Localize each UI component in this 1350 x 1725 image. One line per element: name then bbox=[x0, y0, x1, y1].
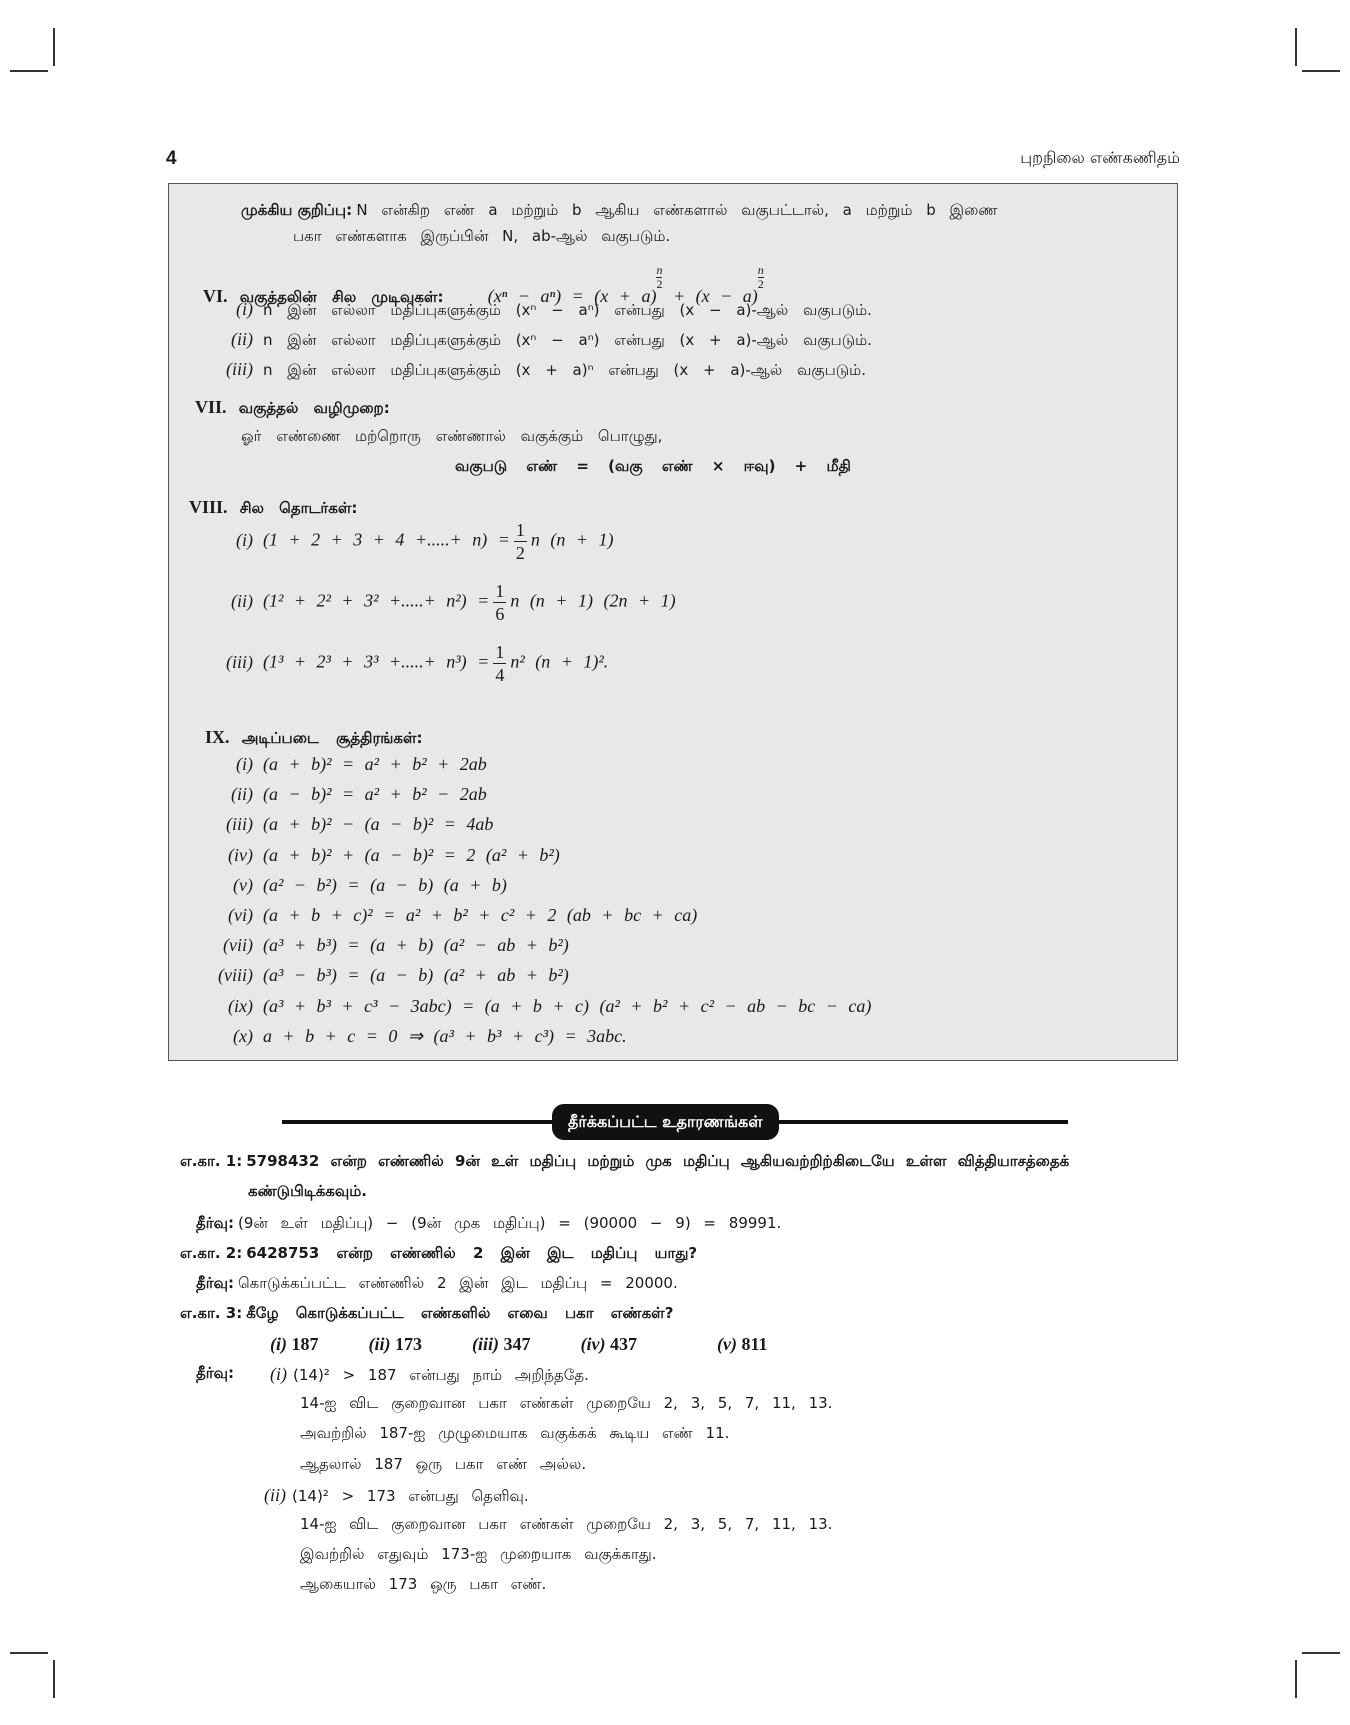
series-item bbox=[209, 580, 676, 625]
example-2-question bbox=[180, 1244, 697, 1264]
denominator: 2 bbox=[515, 543, 525, 563]
formula-item bbox=[209, 1026, 627, 1047]
item-text: n இன் எல்லா மதிப்புகளுக்கும் (x + a)ⁿ என்பது (x + a)-ஆல் வகுபடும். bbox=[263, 361, 866, 379]
option bbox=[581, 1334, 637, 1355]
formula-item bbox=[209, 996, 871, 1017]
solution-line bbox=[300, 1455, 586, 1475]
option-value: 173 bbox=[395, 1334, 422, 1354]
denominator: 6 bbox=[495, 604, 505, 624]
item-label: (vi) bbox=[228, 905, 253, 925]
exponent-denominator: 2 bbox=[757, 277, 764, 291]
section-viii-heading bbox=[189, 497, 357, 519]
option-label: (v) bbox=[716, 1334, 737, 1354]
option-value: 187 bbox=[291, 1334, 319, 1354]
item-label: (iii) bbox=[226, 814, 253, 835]
question-text: கீழே கொடுக்கப்பட்ட எண்களில் எவை பகா எண்கள்? bbox=[246, 1304, 674, 1322]
solution-line bbox=[264, 1485, 529, 1507]
series-item bbox=[209, 641, 608, 686]
item-label: (i) bbox=[236, 754, 253, 774]
item-text: n இன் எல்லா மதிப்புகளுக்கும் (xⁿ − aⁿ) என்பது (x + a)-ஆல் வகுபடும். bbox=[263, 331, 872, 349]
item-label: (i) bbox=[236, 529, 253, 550]
item-text: n இன் எல்லா மதிப்புகளுக்கும் (xⁿ − aⁿ) என்பது (x − a)-ஆல் வகுபடும். bbox=[263, 301, 872, 319]
crop-mark bbox=[10, 1652, 48, 1654]
solution-text: 14-ஐ விட குறைவான பகா எண்கள் முறையே 2, 3, 5, 7, 11, 13. bbox=[300, 1394, 833, 1413]
numerator: 1 bbox=[515, 520, 525, 540]
formula-item bbox=[209, 784, 487, 805]
section-ix-heading bbox=[205, 727, 423, 749]
banner-title: தீர்க்கப்பட்ட உதாரணங்கள் bbox=[552, 1104, 779, 1140]
example-label: எ.கா. 1: bbox=[180, 1152, 243, 1170]
solution-text: (9ன் உள் மதிப்பு) − (9ன் முக மதிப்பு) = (90000 − 9) = 89991. bbox=[237, 1214, 782, 1232]
solution-text: இவற்றில் எதுவும் 173-ஐ முறையாக வகுக்காது. bbox=[300, 1545, 657, 1564]
solution-label: தீர்வு: bbox=[196, 1214, 234, 1232]
series-lhs: (1³ + 2³ + 3³ +.....+ n³) = bbox=[263, 651, 490, 672]
section-numeral: VII. bbox=[195, 397, 227, 417]
list-item bbox=[209, 359, 866, 381]
formula-item bbox=[209, 965, 569, 986]
series-rhs: n (n + 1) (2n + 1) bbox=[510, 590, 676, 611]
formula-text: (a + b)² − (a − b)² = 4ab bbox=[263, 814, 494, 835]
page-number: 4 bbox=[166, 148, 177, 169]
solution-line bbox=[300, 1575, 546, 1595]
option-label: (i) bbox=[270, 1334, 287, 1354]
solution-label: தீர்வு: bbox=[196, 1364, 234, 1382]
section-numeral: VIII. bbox=[189, 497, 228, 517]
section-title: வகுத்தல் வழிமுறை: bbox=[238, 399, 390, 417]
item-label: (v) bbox=[233, 874, 253, 895]
item-label: (x) bbox=[233, 1025, 253, 1046]
example-2-solution bbox=[196, 1274, 678, 1294]
solution-text: கொடுக்கப்பட்ட எண்ணில் 2 இன் இட மதிப்பு = 20000. bbox=[237, 1274, 678, 1292]
running-title: புறநிலை எண்கணிதம் bbox=[1020, 148, 1180, 167]
item-label: (ii) bbox=[231, 784, 253, 805]
formula-text: a + b + c = 0 ⇒ (a³ + b³ + c³) = 3abc. bbox=[263, 1025, 627, 1046]
denominator: 4 bbox=[495, 665, 505, 685]
numerator: 1 bbox=[495, 642, 505, 662]
summary-box bbox=[168, 183, 1178, 1061]
section-banner bbox=[282, 1102, 1068, 1142]
note-line-2: பகா எண்களாக இருப்பின் N, ab-ஆல் வகுபடும். bbox=[293, 227, 671, 245]
solution-text: ஆகையால் 173 ஒரு பகா எண். bbox=[300, 1575, 547, 1594]
formula-item bbox=[209, 814, 493, 835]
solution-line bbox=[300, 1394, 832, 1414]
fraction bbox=[493, 641, 506, 686]
crop-mark bbox=[1295, 28, 1297, 66]
series-item bbox=[209, 519, 614, 564]
solution-label: தீர்வு: bbox=[196, 1274, 234, 1292]
formula-text: (a³ − b³) = (a − b) (a² + ab + b²) bbox=[263, 965, 569, 986]
formula-text: (a³ + b³ + c³ − 3abc) = (a + b + c) (a² + b² + c² − ab − bc − ca) bbox=[263, 995, 872, 1016]
part-label: (i) bbox=[270, 1364, 287, 1384]
crop-mark bbox=[53, 1660, 55, 1698]
formula-text: (a² − b²) = (a − b) (a + b) bbox=[263, 874, 507, 895]
formula-item bbox=[209, 875, 507, 896]
section-vii-heading bbox=[195, 397, 390, 419]
exponent-fraction bbox=[758, 264, 764, 291]
item-label: (iii) bbox=[226, 359, 253, 379]
page-header bbox=[166, 148, 1180, 172]
section-numeral: IX. bbox=[205, 727, 230, 747]
section-title: சில தொடர்கள்: bbox=[239, 499, 358, 517]
exponent-numerator: n bbox=[757, 263, 764, 277]
question-text-cont: கண்டுபிடிக்கவும். bbox=[248, 1182, 368, 1200]
option bbox=[369, 1334, 423, 1355]
formula-mid: + (x − a) bbox=[662, 286, 758, 306]
crop-mark bbox=[1302, 70, 1340, 72]
formula-text: (a + b)² = a² + b² + 2ab bbox=[263, 754, 487, 774]
note-label: முக்கிய குறிப்பு: bbox=[241, 201, 353, 219]
fraction bbox=[514, 519, 527, 564]
series-rhs: n² (n + 1)². bbox=[510, 651, 609, 672]
option bbox=[270, 1334, 319, 1355]
formula-lhs: (xⁿ − aⁿ) = (x + a) bbox=[487, 286, 657, 306]
crop-mark bbox=[1295, 1660, 1297, 1698]
example-label: எ.கா. 2: bbox=[180, 1244, 243, 1262]
option-label: (iii) bbox=[472, 1334, 499, 1354]
exponent-denominator: 2 bbox=[656, 277, 663, 291]
section-title: வகுத்தலின் சில முடிவுகள்: bbox=[239, 288, 444, 306]
note-line-1: N என்கிற எண் a மற்றும் b ஆகிய எண்களால் வகுபட்டால், a மற்றும் b இணை bbox=[356, 201, 998, 219]
crop-mark bbox=[10, 70, 48, 72]
numerator: 1 bbox=[495, 581, 505, 601]
option-value: 811 bbox=[741, 1334, 768, 1354]
option-label: (iv) bbox=[580, 1334, 606, 1354]
example-label: எ.கா. 3: bbox=[180, 1304, 243, 1322]
division-formula: வகுபடு எண் = (வகு எண் × ஈவு) + மீதி bbox=[455, 457, 851, 475]
solution-line bbox=[270, 1364, 589, 1386]
formula-item bbox=[209, 754, 487, 775]
section-numeral: VI. bbox=[203, 286, 228, 306]
example-3-options bbox=[270, 1334, 813, 1355]
series-rhs: n (n + 1) bbox=[530, 529, 614, 550]
solution-line bbox=[300, 1424, 729, 1444]
example-1-question bbox=[180, 1152, 1069, 1172]
formula-text: (a³ + b³) = (a + b) (a² − ab + b²) bbox=[263, 935, 569, 956]
question-text: 5798432 என்ற எண்ணில் 9ன் உள் மதிப்பு மற்றும் முக மதிப்பு ஆகியவற்றிற்கிடையே உள்ள வித்தியாசத்தைக் bbox=[246, 1152, 1070, 1170]
item-label: (i) bbox=[236, 299, 253, 319]
solution-text: அவற்றில் 187-ஐ முழுமையாக வகுக்கக் கூடிய எண் 11. bbox=[300, 1424, 730, 1443]
part-label: (ii) bbox=[264, 1484, 286, 1505]
solution-text: (14)² > 173 என்பது தெளிவு. bbox=[292, 1486, 529, 1505]
list-item bbox=[209, 329, 872, 351]
formula-text: (a − b)² = a² + b² − 2ab bbox=[263, 784, 487, 805]
formula-text: (a + b + c)² = a² + b² + c² + 2 (ab + bc + ca) bbox=[263, 905, 698, 925]
solution-text: 14-ஐ விட குறைவான பகா எண்கள் முறையே 2, 3, 5, 7, 11, 13. bbox=[300, 1515, 833, 1533]
section-title: அடிப்படை சூத்திரங்கள்: bbox=[241, 729, 423, 747]
series-lhs: (1² + 2² + 3² +.....+ n²) = bbox=[263, 590, 490, 611]
item-label: (viii) bbox=[218, 965, 253, 986]
solution-text: ஆதலால் 187 ஒரு பகா எண் அல்ல. bbox=[300, 1454, 587, 1473]
option bbox=[717, 1334, 768, 1355]
example-1-solution bbox=[196, 1214, 781, 1234]
formula-item bbox=[209, 845, 560, 866]
crop-mark bbox=[53, 28, 55, 66]
formula-item bbox=[209, 905, 697, 926]
formula-item bbox=[209, 935, 569, 956]
crop-mark bbox=[1302, 1652, 1340, 1654]
item-label: (ii) bbox=[231, 590, 253, 611]
option-label: (ii) bbox=[368, 1334, 391, 1354]
fraction bbox=[493, 580, 506, 625]
option-value: 347 bbox=[503, 1334, 531, 1354]
question-text: 6428753 என்ற எண்ணில் 2 இன் இட மதிப்பு யாது? bbox=[246, 1244, 698, 1262]
formula-text: (a + b)² + (a − b)² = 2 (a² + b²) bbox=[263, 844, 560, 865]
list-item bbox=[209, 299, 872, 321]
series-lhs: (1 + 2 + 3 + 4 +.....+ n) = bbox=[263, 529, 510, 550]
solution-line bbox=[300, 1515, 832, 1535]
option bbox=[472, 1334, 531, 1355]
solution-text: (14)² > 187 என்பது நாம் அறிந்ததே. bbox=[293, 1366, 589, 1384]
item-label: (iii) bbox=[226, 651, 253, 672]
exponent-numerator: n bbox=[656, 263, 663, 277]
item-label: (ii) bbox=[231, 329, 253, 349]
section-vii-text: ஓர் எண்ணை மற்றொரு எண்ணால் வகுக்கும் பொழுது, bbox=[241, 427, 663, 445]
item-label: (iv) bbox=[228, 844, 253, 865]
important-note bbox=[241, 200, 997, 221]
option-value: 437 bbox=[609, 1334, 637, 1354]
example-3-question bbox=[180, 1304, 673, 1324]
solution-line bbox=[300, 1545, 657, 1565]
item-label: (ix) bbox=[228, 995, 253, 1016]
item-label: (vii) bbox=[223, 935, 253, 956]
